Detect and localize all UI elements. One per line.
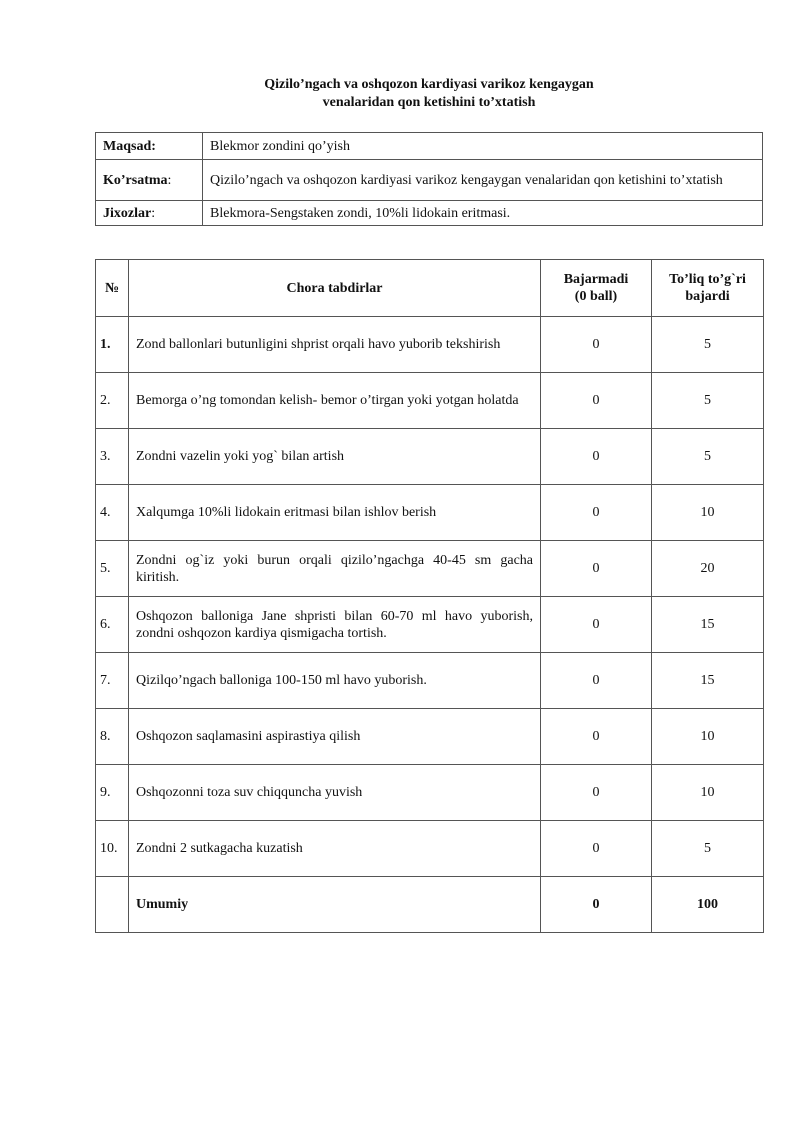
row-not-done: 0: [541, 821, 652, 877]
goal-label: Maqsad:: [96, 133, 203, 160]
total-not-done: 0: [541, 877, 652, 933]
row-not-done: 0: [541, 485, 652, 541]
table-row: [96, 765, 764, 821]
row-action: Oshqozonni toza suv chiqquncha yuvish: [129, 765, 541, 821]
header-action: Chora tabdirlar: [129, 260, 541, 317]
row-action: Zondni 2 sutkagacha kuzatish: [129, 821, 541, 877]
row-number: 1.: [96, 317, 129, 373]
table-row: [96, 821, 764, 877]
table-row: [96, 485, 764, 541]
header-done-line1: To’liq to’g`ri: [669, 272, 746, 287]
header-row: [96, 260, 764, 317]
instruction-label-cell: [96, 160, 203, 201]
instruction-row: [96, 160, 763, 201]
document-title: [0, 76, 800, 112]
title-line-2: venalaridan qon ketishini to’xtatish: [322, 95, 536, 110]
row-number: 2.: [96, 373, 129, 429]
row-done: 15: [652, 597, 764, 653]
total-done: 100: [652, 877, 764, 933]
row-action: Zondni vazelin yoki yog` bilan artish: [129, 429, 541, 485]
row-not-done: 0: [541, 541, 652, 597]
row-number: 4.: [96, 485, 129, 541]
row-not-done: 0: [541, 765, 652, 821]
steps-table: [95, 259, 764, 933]
row-not-done: 0: [541, 429, 652, 485]
goal-row: [96, 133, 763, 160]
row-not-done: 0: [541, 653, 652, 709]
row-action: Oshqozon saqlamasini aspirastiya qilish: [129, 709, 541, 765]
info-table: [95, 132, 763, 226]
row-done: 5: [652, 429, 764, 485]
row-done: 5: [652, 821, 764, 877]
header-num: №: [96, 260, 129, 317]
header-done-line2: bajardi: [685, 289, 730, 304]
title-line-1: Qizilo’ngach va oshqozon kardiyasi varikoz kengaygan: [264, 77, 594, 92]
row-done: 10: [652, 485, 764, 541]
row-not-done: 0: [541, 709, 652, 765]
equipment-label: Jixozlar: [103, 205, 152, 221]
row-done: 20: [652, 541, 764, 597]
equipment-label-cell: [96, 201, 203, 226]
total-row: [96, 877, 764, 933]
header-not-done-line1: Bajarmadi: [563, 272, 629, 287]
instruction-label: Ko’rsatma: [103, 172, 168, 188]
row-done: 15: [652, 653, 764, 709]
instruction-colon: :: [167, 172, 172, 188]
row-not-done: 0: [541, 597, 652, 653]
table-row: [96, 653, 764, 709]
table-row: [96, 597, 764, 653]
row-number: 7.: [96, 653, 129, 709]
row-number: 8.: [96, 709, 129, 765]
equipment-value: Blekmora-Sengstaken zondi, 10%li lidokain eritmasi.: [203, 201, 763, 226]
row-action: Zond ballonlari butunligini shprist orqali havo yuborib tekshirish: [129, 317, 541, 373]
table-row: [96, 709, 764, 765]
instruction-value: Qizilo’ngach va oshqozon kardiyasi varikoz kengaygan venalaridan qon ketishini to’xtatish: [203, 160, 763, 201]
row-done: 10: [652, 709, 764, 765]
goal-value: Blekmor zondini qo’yish: [203, 133, 763, 160]
header-done: [652, 260, 764, 317]
table-row: [96, 317, 764, 373]
row-not-done: 0: [541, 317, 652, 373]
row-number: 9.: [96, 765, 129, 821]
row-action: Oshqozon balloniga Jane shpristi bilan 60-70 ml havo yuborish, zondni oshqozon kardiya qismigacha tortish.: [129, 597, 541, 653]
row-done: 5: [652, 317, 764, 373]
total-number: [96, 877, 129, 933]
row-not-done: 0: [541, 373, 652, 429]
row-action: Bemorga o’ng tomondan kelish- bemor o’tirgan yoki yotgan holatda: [129, 373, 541, 429]
row-done: 10: [652, 765, 764, 821]
equipment-colon: :: [151, 205, 156, 221]
row-number: 3.: [96, 429, 129, 485]
row-action: Xalqumga 10%li lidokain eritmasi bilan ishlov berish: [129, 485, 541, 541]
total-label: Umumiy: [129, 877, 541, 933]
equipment-row: [96, 201, 763, 226]
table-row: [96, 541, 764, 597]
row-number: 6.: [96, 597, 129, 653]
table-row: [96, 373, 764, 429]
row-done: 5: [652, 373, 764, 429]
table-row: [96, 429, 764, 485]
header-not-done-line2: (0 ball): [574, 289, 618, 304]
header-not-done: [541, 260, 652, 317]
row-number: 5.: [96, 541, 129, 597]
row-number: 10.: [96, 821, 129, 877]
row-action: Qizilqo’ngach balloniga 100-150 ml havo yuborish.: [129, 653, 541, 709]
row-action: Zondni og`iz yoki burun orqali qizilo’ngachga 40-45 sm gacha kiritish.: [129, 541, 541, 597]
